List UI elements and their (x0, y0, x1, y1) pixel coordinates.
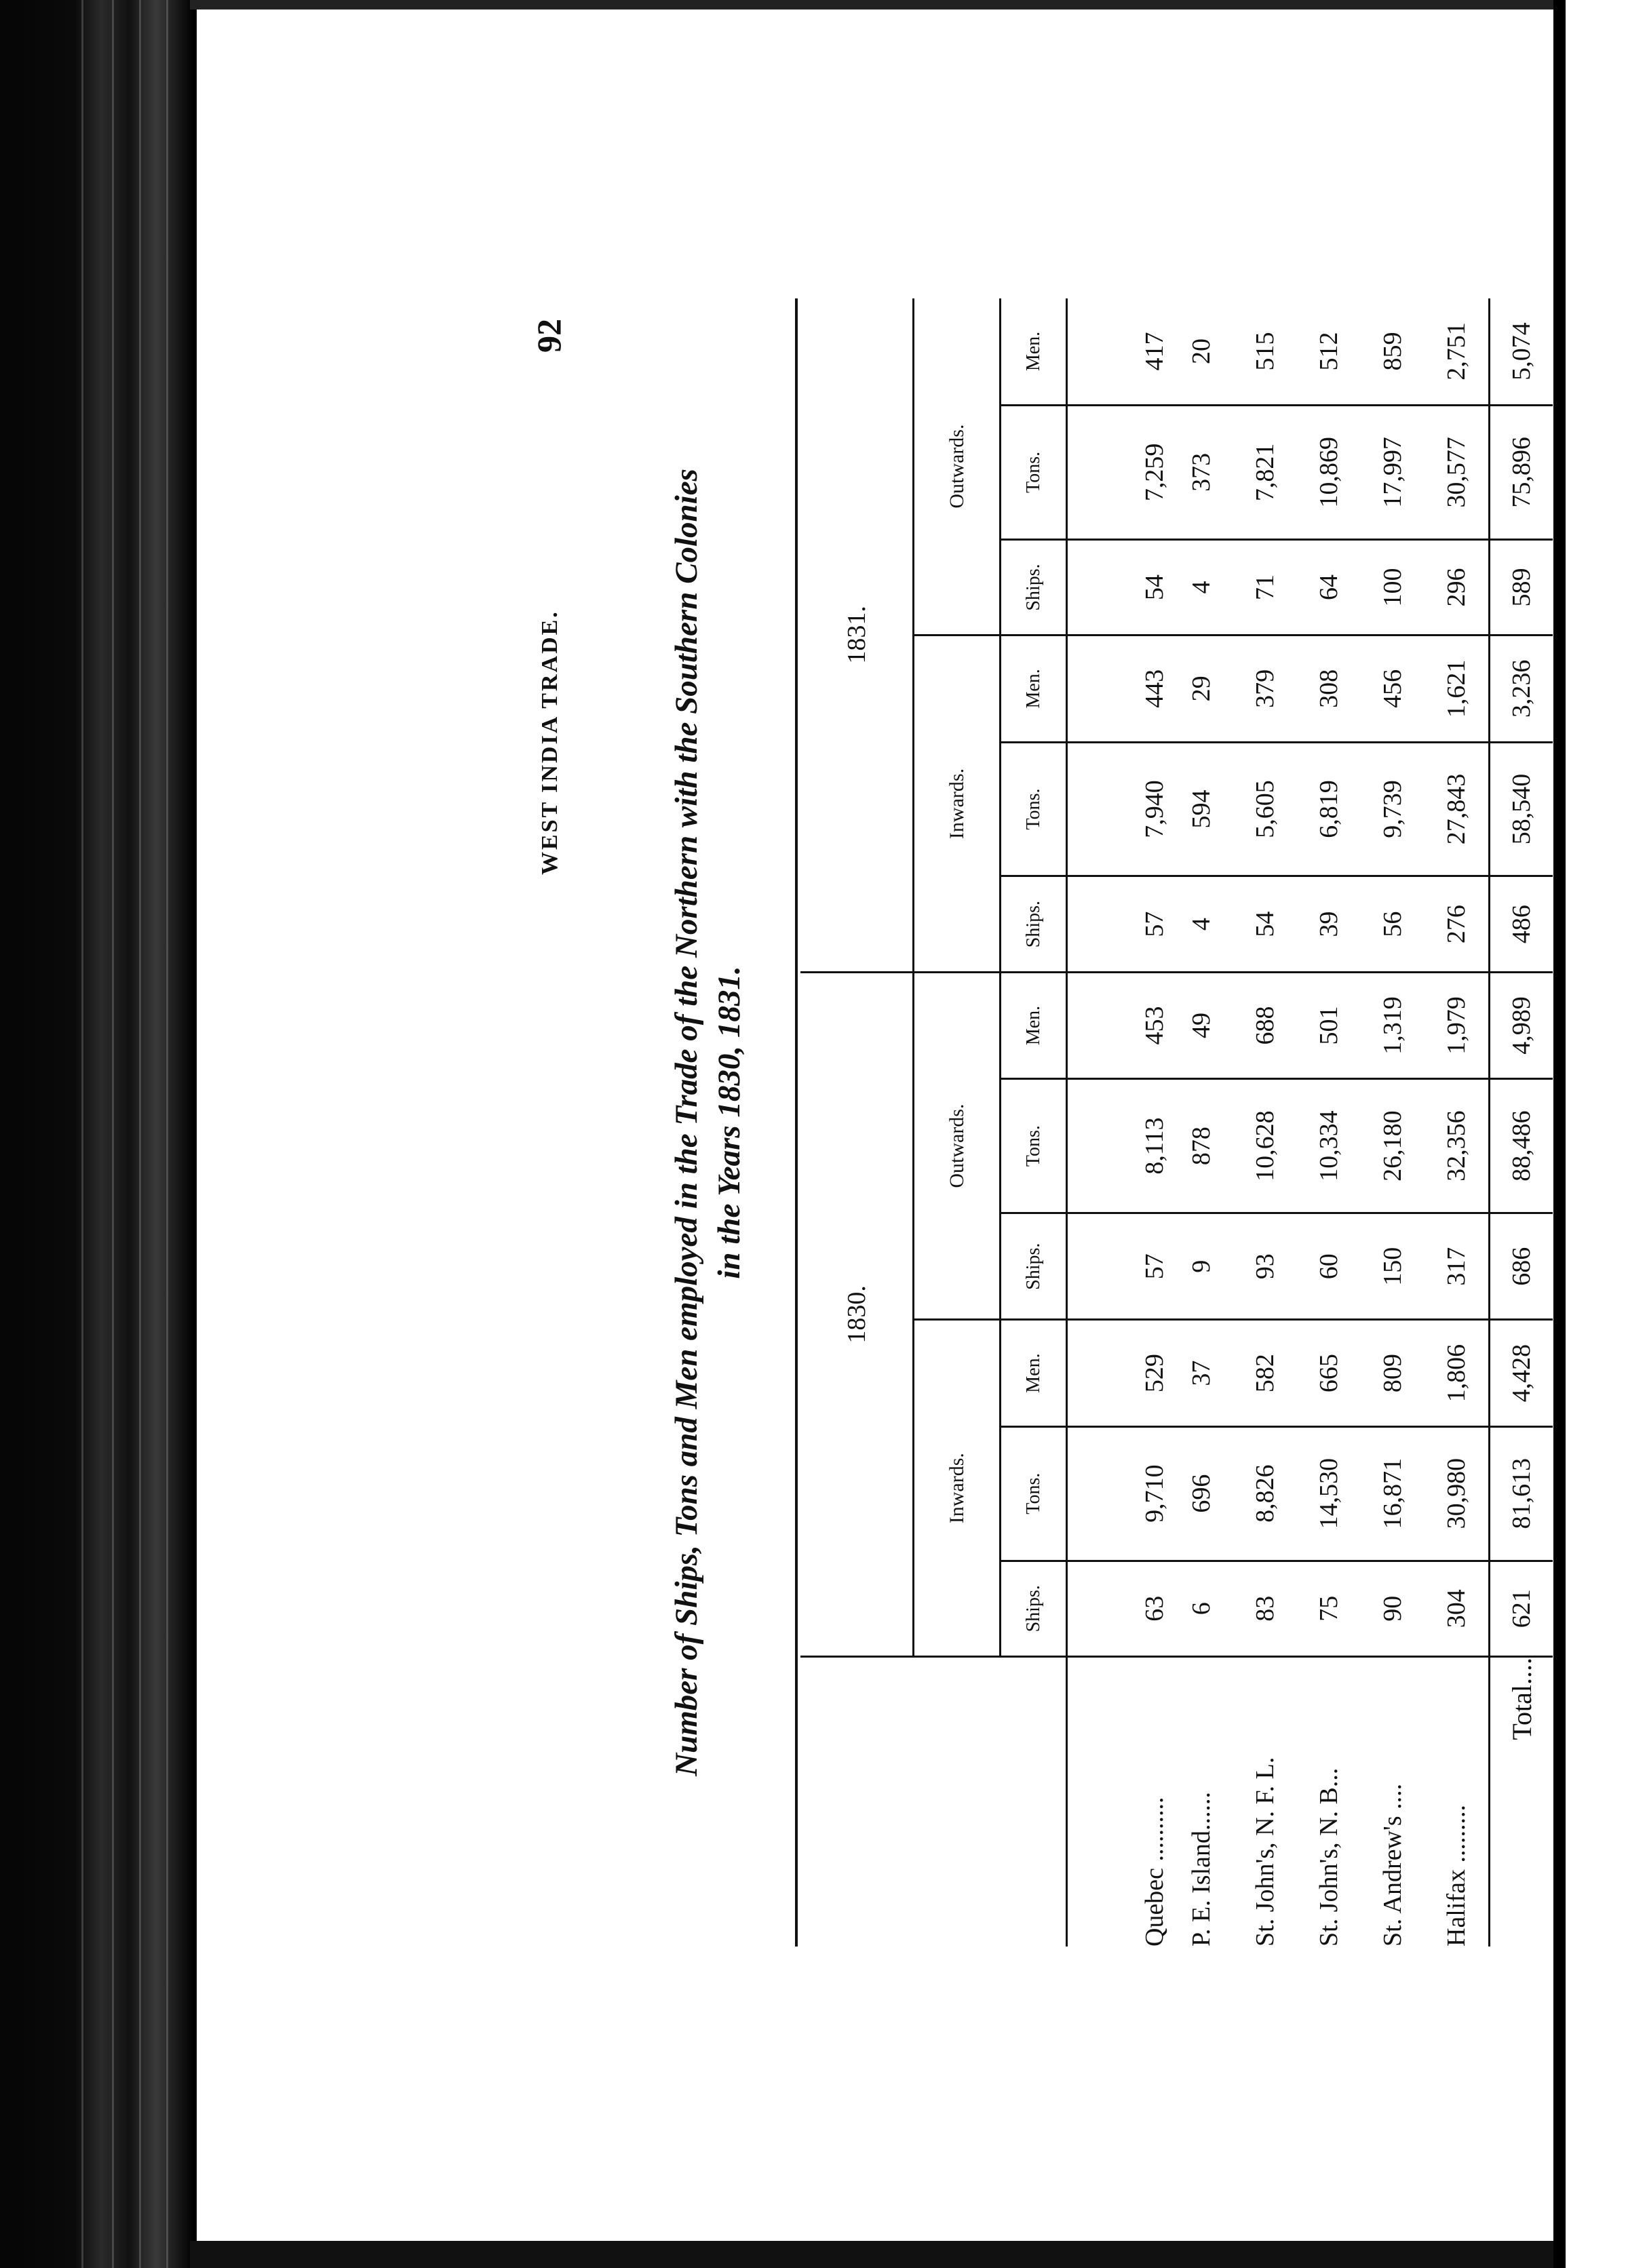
table-cell: 39 (1297, 876, 1361, 972)
column-header: Men. (1001, 636, 1067, 742)
table-cell: 696 (1169, 1426, 1233, 1561)
table-cell: 7,940 (1067, 742, 1170, 876)
direction-header: Inwards. (914, 636, 1001, 973)
table-cell: 4,989 (1490, 972, 1553, 1078)
table-cell: 589 (1490, 539, 1553, 635)
table-cell: 10,869 (1297, 405, 1361, 539)
direction-header: Outwards. (914, 972, 1001, 1320)
table-cell: 1,806 (1425, 1320, 1490, 1426)
table-cell: 5,605 (1233, 742, 1297, 876)
table-cell: 486 (1490, 876, 1553, 972)
table-cell: 686 (1490, 1213, 1553, 1319)
table-row (1233, 298, 1297, 1947)
table-cell: 7,821 (1233, 405, 1297, 539)
table-cell: 501 (1297, 972, 1361, 1078)
table-cell: 63 (1067, 1561, 1170, 1656)
scan-bottom-border (190, 2241, 1553, 2268)
table-cell: 3,236 (1490, 636, 1553, 742)
table-cell: 9,710 (1067, 1426, 1170, 1561)
table-cell: 60 (1297, 1213, 1361, 1319)
top-rule (795, 298, 798, 1947)
table-row (1067, 298, 1170, 1947)
table-cell: 32,356 (1425, 1079, 1490, 1213)
running-head: WEST INDIA TRADE. (537, 610, 562, 875)
place-name: St. John's, N. F. L. (1251, 1757, 1279, 1947)
facing-page-sliver (1566, 0, 1647, 2268)
scan-top-border (190, 0, 1553, 9)
rotated-page-content (529, 298, 1537, 1947)
year-header-1830: 1830. (800, 972, 914, 1656)
table-cell: 71 (1233, 539, 1297, 635)
table-cell: 75,896 (1490, 405, 1553, 539)
table-cell: 14,530 (1297, 1426, 1361, 1561)
table-cell: 859 (1361, 298, 1425, 405)
column-header: Ships. (1001, 1561, 1067, 1656)
table-cell: 373 (1169, 405, 1233, 539)
table-cell: 809 (1361, 1320, 1425, 1426)
table-cell: 64 (1297, 539, 1361, 635)
table-cell: 58,540 (1490, 742, 1553, 876)
table-cell: 621 (1490, 1561, 1553, 1656)
trade-table (800, 298, 1553, 1947)
table-cell: 30,980 (1425, 1426, 1490, 1561)
table-cell: 150 (1361, 1213, 1425, 1319)
year-header-row (800, 298, 914, 1947)
table-cell: 75 (1297, 1561, 1361, 1656)
table-cell: 100 (1361, 539, 1425, 635)
table-cell: 1,979 (1425, 972, 1490, 1078)
table-cell: 665 (1297, 1320, 1361, 1426)
column-header: Men. (1001, 298, 1067, 405)
column-header: Tons. (1001, 1426, 1067, 1561)
column-header: Tons. (1001, 405, 1067, 539)
table-cell: 27,843 (1425, 742, 1490, 876)
table-cell: 6,819 (1297, 742, 1361, 876)
table-cell: 20 (1169, 298, 1233, 405)
table-cell: 276 (1425, 876, 1490, 972)
column-header: Ships. (1001, 539, 1067, 635)
table-caption-line-2: in the Years 1830, 1831. (712, 966, 747, 1279)
table-row (1169, 298, 1233, 1947)
table-cell: 7,259 (1067, 405, 1170, 539)
table-cell: 688 (1233, 972, 1297, 1078)
table-cell: 1,319 (1361, 972, 1425, 1078)
table-cell: 582 (1233, 1320, 1297, 1426)
table-cell: 594 (1169, 742, 1233, 876)
table-cell: 878 (1169, 1079, 1233, 1213)
table-cell: 90 (1361, 1561, 1425, 1656)
book-spine-edge (0, 0, 197, 2268)
table-body (1067, 298, 1553, 1947)
table-cell: 9,739 (1361, 742, 1425, 876)
table-row (1361, 298, 1425, 1947)
table-cell: 304 (1425, 1561, 1490, 1656)
table-cell: 56 (1361, 876, 1425, 972)
column-header: Men. (1001, 972, 1067, 1078)
place-name: Halifax ......... (1442, 1805, 1471, 1947)
table-cell: 317 (1425, 1213, 1490, 1319)
table-cell: 81,613 (1490, 1426, 1553, 1561)
table-cell: 2,751 (1425, 298, 1490, 405)
column-header: Tons. (1001, 1079, 1067, 1213)
table-cell: 4,428 (1490, 1320, 1553, 1426)
direction-header: Outwards. (914, 298, 1001, 636)
place-name: P. E. Island...... (1187, 1792, 1216, 1947)
table-cell: 37 (1169, 1320, 1233, 1426)
table-cell: 456 (1361, 636, 1425, 742)
table-cell: 30,577 (1425, 405, 1490, 539)
table-cell: 29 (1169, 636, 1233, 742)
table-cell: 83 (1233, 1561, 1297, 1656)
stub-header (800, 1657, 1067, 1947)
table-cell: 529 (1067, 1320, 1170, 1426)
total-label: Total.... (1490, 1657, 1553, 1947)
table-cell: 8,113 (1067, 1079, 1170, 1213)
table-cell: 417 (1067, 298, 1170, 405)
scan-right-border (1553, 0, 1647, 2268)
page-number: 92 (530, 319, 568, 353)
place-name: Quebec .......... (1140, 1797, 1169, 1947)
place-name: St. John's, N. B... (1315, 1767, 1343, 1947)
table-cell: 57 (1067, 876, 1170, 972)
table-cell: 16,871 (1361, 1426, 1425, 1561)
table-cell: 443 (1067, 636, 1170, 742)
table-cell: 453 (1067, 972, 1170, 1078)
total-row (1490, 298, 1553, 1947)
table-cell: 296 (1425, 539, 1490, 635)
direction-header: Inwards. (914, 1320, 1001, 1657)
table-cell: 57 (1067, 1213, 1170, 1319)
table-cell: 4 (1169, 876, 1233, 972)
table-cell: 10,628 (1233, 1079, 1297, 1213)
year-header-1831: 1831. (800, 298, 914, 972)
table-cell: 54 (1067, 539, 1170, 635)
table-caption-line-1: Number of Ships, Tons and Men employed in the Trade of the Northern with the Southern Colonies (669, 469, 704, 1776)
table-cell: 93 (1233, 1213, 1297, 1319)
table-cell: 1,621 (1425, 636, 1490, 742)
table-cell: 88,486 (1490, 1079, 1553, 1213)
table-cell: 49 (1169, 972, 1233, 1078)
column-header: Men. (1001, 1320, 1067, 1426)
place-name: St. Andrew's .... (1378, 1783, 1407, 1947)
table-cell: 4 (1169, 539, 1233, 635)
column-header: Tons. (1001, 742, 1067, 876)
table-row (1425, 298, 1490, 1947)
table-cell: 10,334 (1297, 1079, 1361, 1213)
table-cell: 308 (1297, 636, 1361, 742)
table-cell: 5,074 (1490, 298, 1553, 405)
table-cell: 9 (1169, 1213, 1233, 1319)
table-cell: 515 (1233, 298, 1297, 405)
table-cell: 8,826 (1233, 1426, 1297, 1561)
column-header: Ships. (1001, 1213, 1067, 1319)
table-cell: 379 (1233, 636, 1297, 742)
table-cell: 512 (1297, 298, 1361, 405)
table-row (1297, 298, 1361, 1947)
column-header: Ships. (1001, 876, 1067, 972)
table-cell: 17,997 (1361, 405, 1425, 539)
table-cell: 54 (1233, 876, 1297, 972)
table-cell: 26,180 (1361, 1079, 1425, 1213)
table-cell: 6 (1169, 1561, 1233, 1656)
